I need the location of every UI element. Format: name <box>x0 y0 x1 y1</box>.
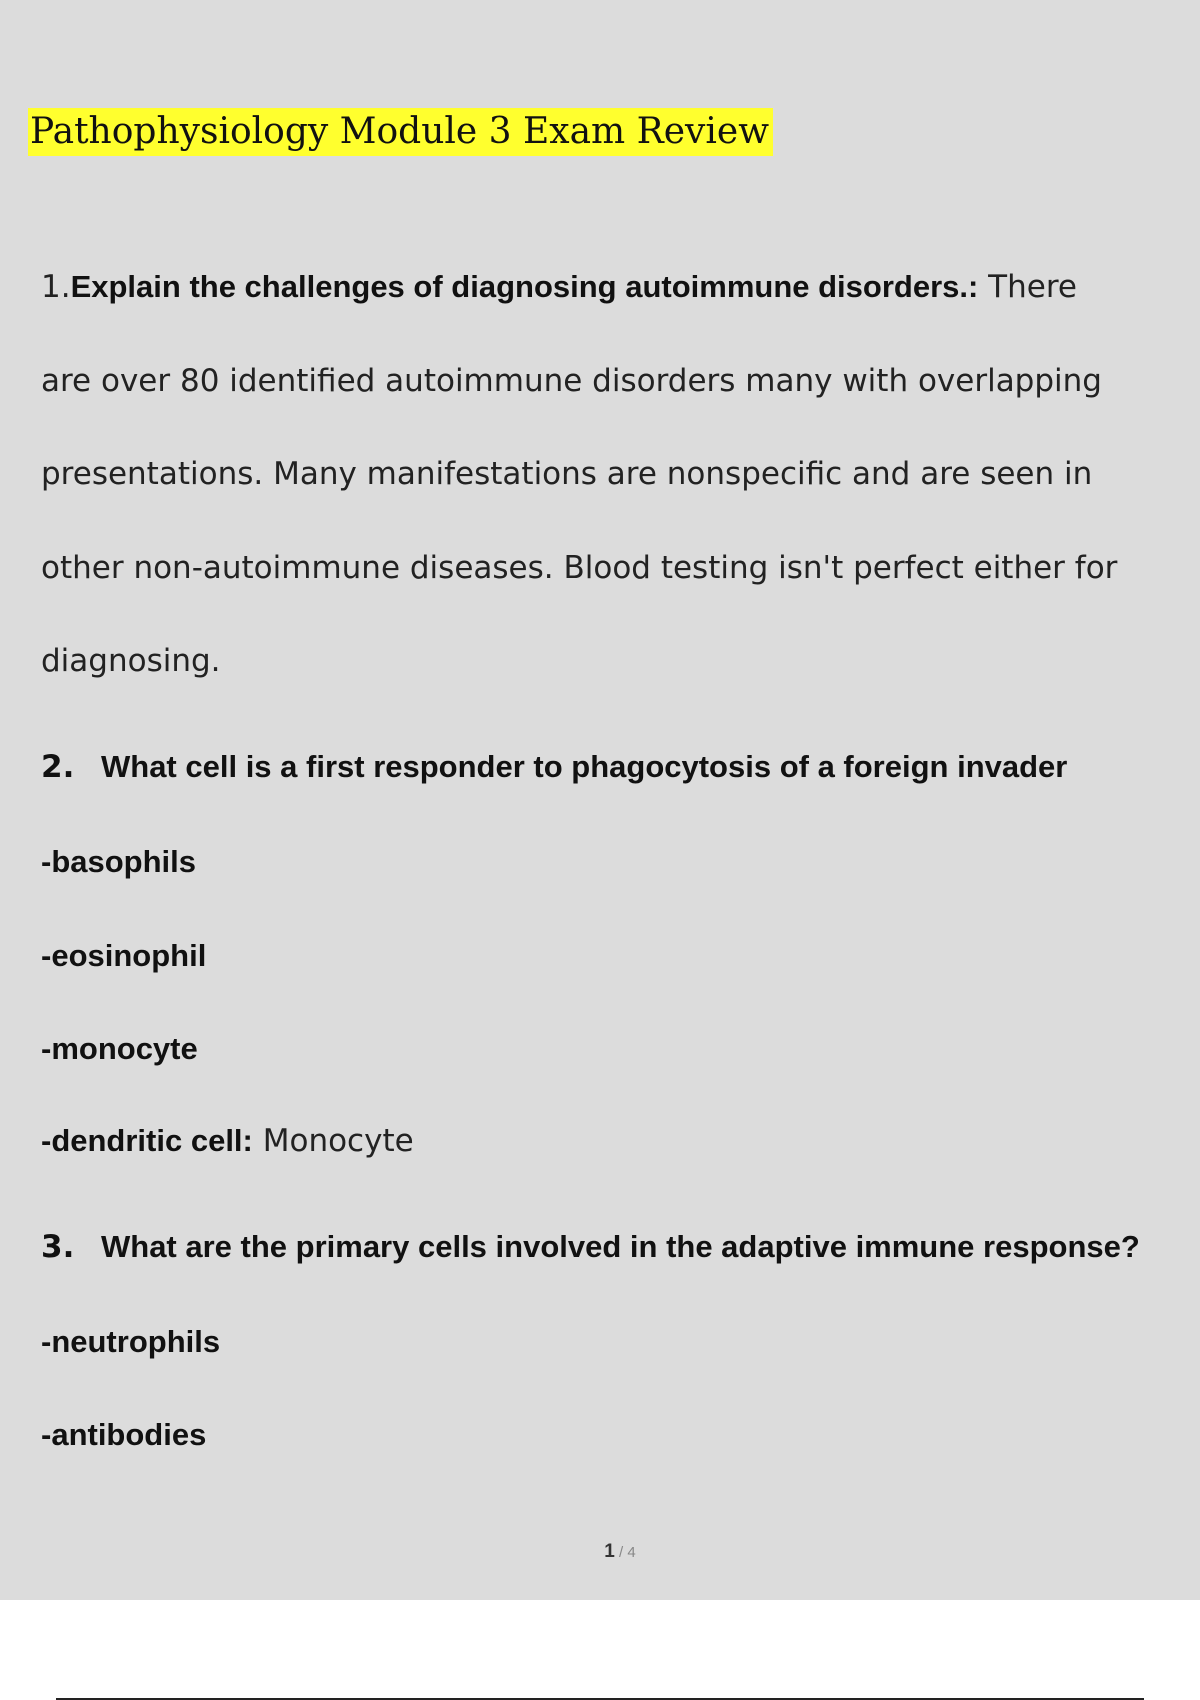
answer-line: diagnosing. <box>41 643 221 679</box>
question-2 <box>41 747 1067 787</box>
answer-option-with-answer <box>41 1121 414 1161</box>
answer-option: -dendritic cell: <box>41 1123 253 1158</box>
answer-option: -antibodies <box>41 1417 207 1452</box>
answer-line: other non-autoimmune diseases. Blood testing isn't perfect either for <box>41 550 1118 586</box>
answer-line: presentations. Many manifestations are nonspecific and are seen in <box>41 456 1093 492</box>
question-number: 2. <box>41 749 75 785</box>
page-counter <box>0 1541 1200 1563</box>
question-1 <box>41 267 1077 307</box>
question-number: 1. <box>41 269 71 305</box>
answer-option: -basophils <box>41 844 197 879</box>
answer-option: -eosinophil <box>41 938 207 973</box>
document-title: Pathophysiology Module 3 Exam Review <box>28 108 773 156</box>
total-pages: / 4 <box>614 1544 636 1561</box>
question-prompt: What cell is a first responder to phagocytosis of a foreign invader <box>101 749 1068 784</box>
answer-text: Monocyte <box>252 1123 414 1159</box>
question-number: 3. <box>41 1229 75 1265</box>
answer-option: -monocyte <box>41 1031 198 1066</box>
answer-text: There <box>978 269 1077 305</box>
question-prompt: Explain the challenges of diagnosing autoimmune disorders.: <box>70 269 979 304</box>
answer-line: are over 80 identified autoimmune disorders many with overlapping <box>41 363 1102 399</box>
question-prompt: What are the primary cells involved in the adaptive immune response? <box>101 1229 1140 1264</box>
current-page: 1 <box>604 1541 615 1562</box>
answer-option: -neutrophils <box>41 1324 221 1359</box>
question-3 <box>41 1227 1140 1267</box>
